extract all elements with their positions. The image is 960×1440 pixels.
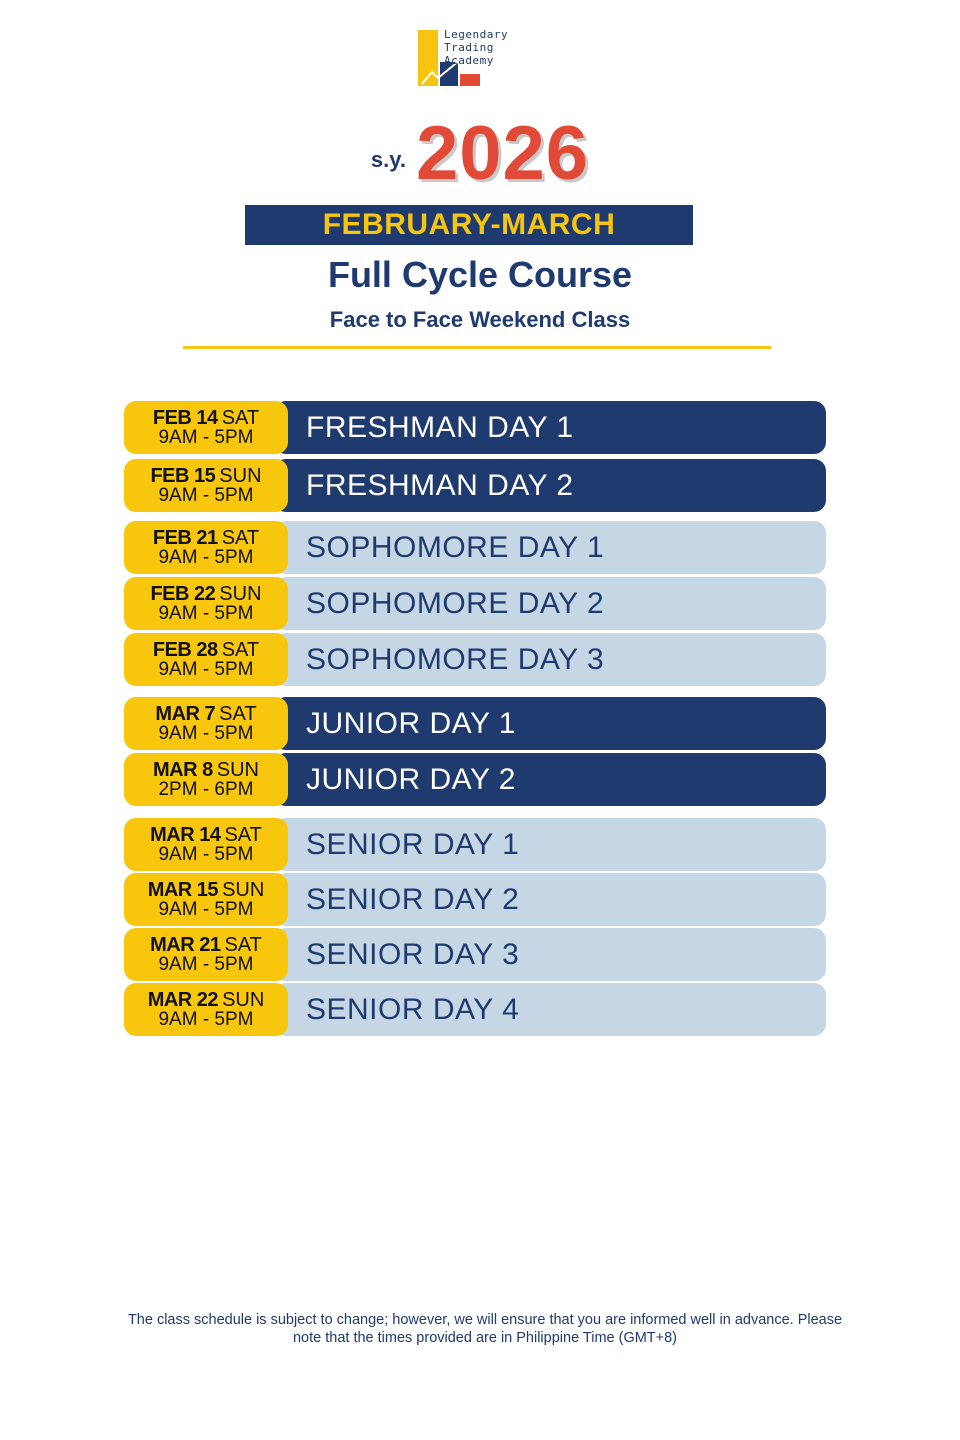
schedule-row <box>124 521 826 574</box>
date-month-day: MAR 15 <box>147 878 219 901</box>
session-name: SENIOR DAY 1 <box>306 828 520 861</box>
class-type: Face to Face Weekend Class <box>329 307 631 332</box>
date-month-day: FEB 14 <box>152 406 218 429</box>
schedule-row <box>124 401 826 454</box>
date-weekday: SUN <box>216 758 259 781</box>
date-weekday: SAT <box>221 638 260 661</box>
date-badge <box>124 873 288 926</box>
date-weekday: SUN <box>222 988 265 1011</box>
date-weekday: SUN <box>222 878 265 901</box>
school-year: 2026 <box>415 111 590 196</box>
session-name: SENIOR DAY 4 <box>306 993 520 1026</box>
schedule-row <box>124 983 826 1036</box>
session-name: SOPHOMORE DAY 1 <box>306 531 605 564</box>
session-time: 9AM - 5PM <box>158 843 254 865</box>
schedule-row <box>124 753 826 806</box>
session-name: SOPHOMORE DAY 3 <box>306 643 605 676</box>
date-month-day: MAR 14 <box>150 823 221 846</box>
date-month-day: FEB 22 <box>150 582 216 605</box>
date-weekday: SUN <box>219 464 262 487</box>
session-name: JUNIOR DAY 1 <box>306 707 516 740</box>
months-banner: FEBRUARY-MARCH <box>245 205 693 245</box>
date-month-day: MAR 8 <box>153 758 213 781</box>
date-badge <box>124 459 288 512</box>
session-time: 9AM - 5PM <box>158 658 254 680</box>
date-month-day: FEB 15 <box>150 464 216 487</box>
date-month-day: MAR 22 <box>147 988 219 1011</box>
schedule-row <box>124 928 826 981</box>
session-name: SENIOR DAY 3 <box>306 938 520 971</box>
session-time: 9AM - 5PM <box>158 898 254 920</box>
session-time: 9AM - 5PM <box>158 484 254 506</box>
schedule-row <box>124 459 826 512</box>
session-time: 9AM - 5PM <box>158 426 254 448</box>
schedule-row <box>124 818 826 871</box>
date-badge <box>124 753 288 806</box>
session-time: 2PM - 6PM <box>158 778 254 800</box>
course-title: Full Cycle Course <box>327 254 633 295</box>
date-weekday: SUN <box>219 582 262 605</box>
schedule-row <box>124 873 826 926</box>
school-year-prefix: s.y. <box>370 147 406 172</box>
date-month-day: FEB 28 <box>152 638 218 661</box>
date-weekday: SAT <box>221 526 260 549</box>
date-weekday: SAT <box>221 406 260 429</box>
session-name: JUNIOR DAY 2 <box>306 763 516 796</box>
date-weekday: SAT <box>224 933 262 956</box>
session-name: FRESHMAN DAY 2 <box>306 469 574 502</box>
schedule-disclaimer: The class schedule is subject to change; however, we will ensure that you are informed well in advance. Please note that the times provided are in Philippine Time (GMT+8) <box>127 1312 843 1346</box>
session-name: SENIOR DAY 2 <box>306 883 520 916</box>
date-badge <box>124 577 288 630</box>
logo-text: Legendary Trading Academy <box>444 28 509 67</box>
date-month-day: MAR 7 <box>155 702 216 725</box>
date-badge <box>124 928 288 981</box>
date-month-day: MAR 21 <box>150 933 221 956</box>
date-weekday: SAT <box>224 823 262 846</box>
date-month-day: FEB 21 <box>152 526 218 549</box>
date-badge <box>124 818 288 871</box>
date-badge <box>124 983 288 1036</box>
session-time: 9AM - 5PM <box>158 1008 254 1030</box>
date-badge <box>124 521 288 574</box>
session-time: 9AM - 5PM <box>158 546 254 568</box>
session-name: SOPHOMORE DAY 2 <box>306 587 605 620</box>
date-badge <box>124 633 288 686</box>
date-weekday: SAT <box>219 702 257 725</box>
date-badge <box>124 401 288 454</box>
schedule-row <box>124 577 826 630</box>
schedule-row <box>124 633 826 686</box>
session-name: FRESHMAN DAY 1 <box>306 411 574 444</box>
schedule-row <box>124 697 826 750</box>
session-time: 9AM - 5PM <box>158 602 254 624</box>
date-badge <box>124 697 288 750</box>
session-time: 9AM - 5PM <box>158 722 254 744</box>
session-time: 9AM - 5PM <box>158 953 254 975</box>
